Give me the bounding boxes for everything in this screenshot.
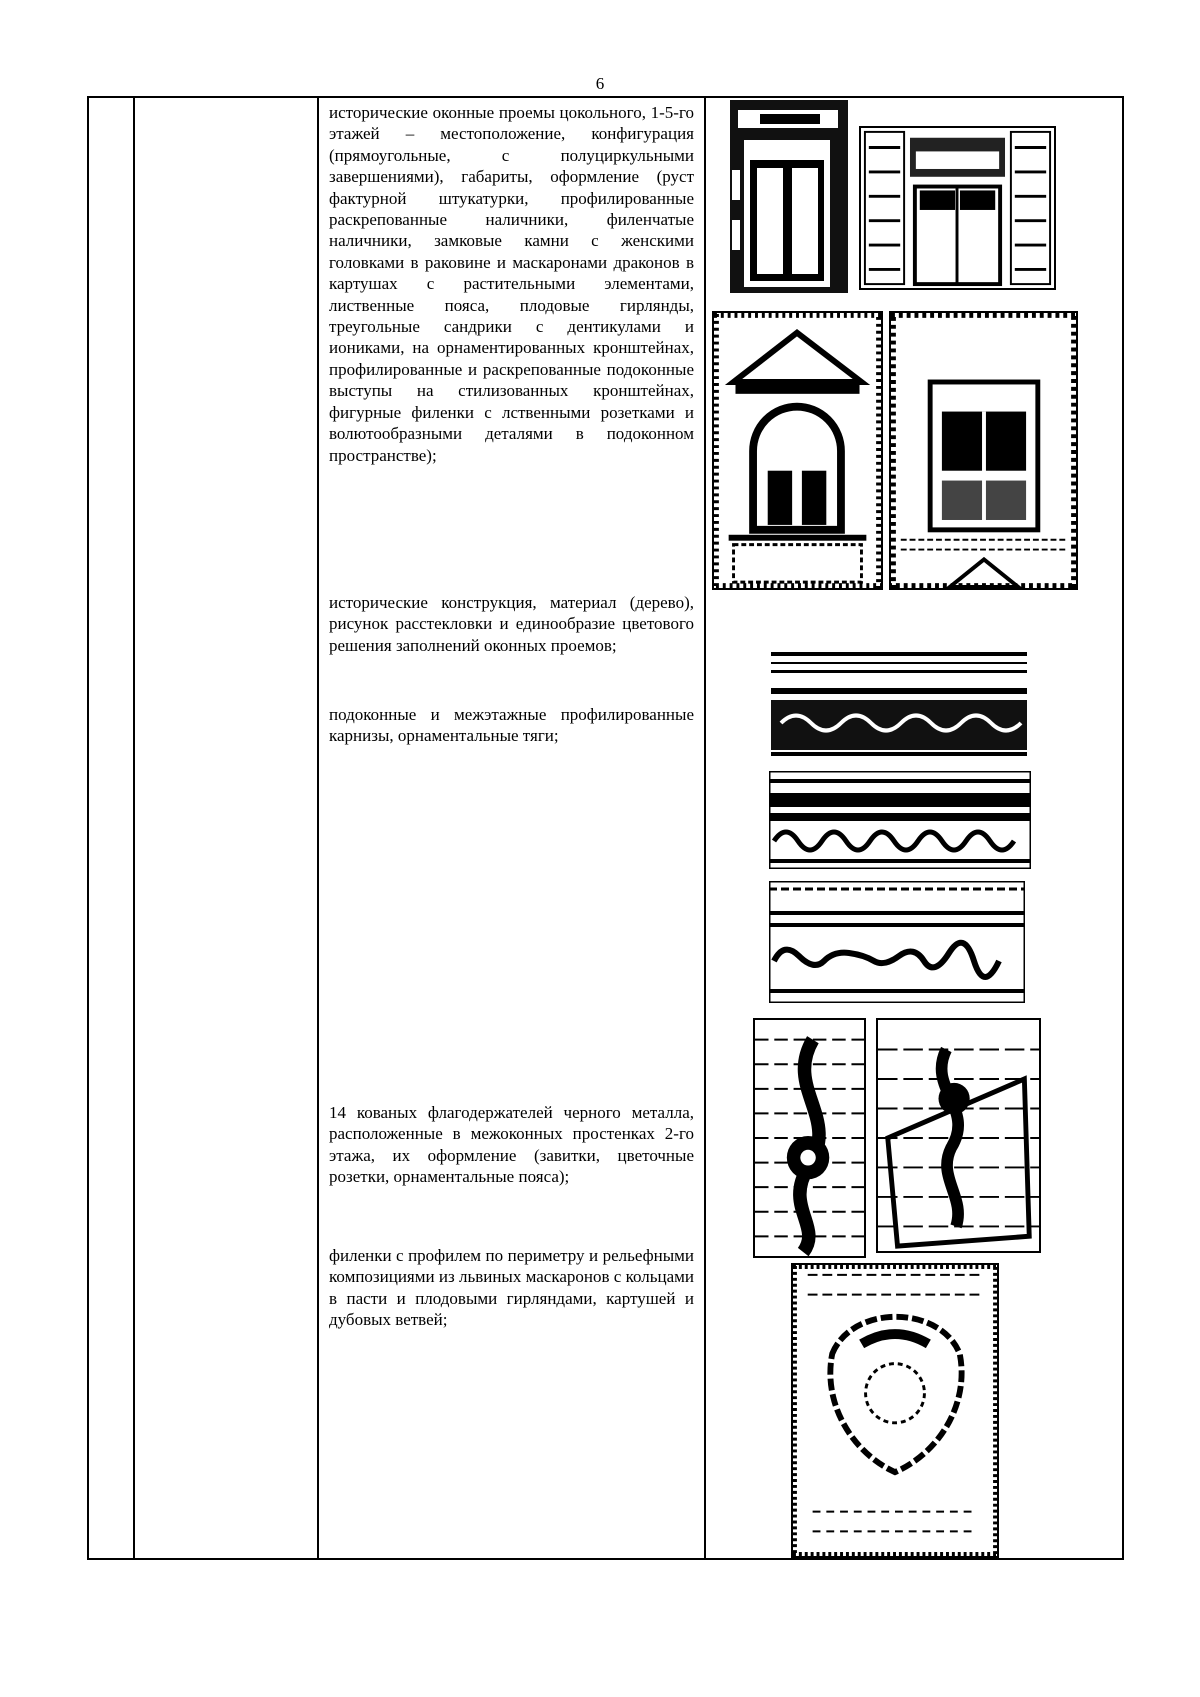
panels-text: филенки с профилем по периметру и рельефными композициями из львиных маскаронов с кольцами в пасти и плодовыми гирляндами, картушей и дубовых ветвей;	[329, 1246, 694, 1330]
cornices-description	[329, 704, 694, 747]
window-facade-photo	[859, 126, 1056, 290]
panels-description	[329, 1245, 694, 1331]
heritage-table	[87, 96, 1124, 1560]
cornice-photo-3	[769, 881, 1025, 1003]
flag-holder-photo-1	[753, 1018, 866, 1258]
windows-text: исторические оконные проемы цокольного, 1-5-го этажей – местоположение, конфигурация (прямоугольные, с полуциркульными завершениями), габариты, оформление (руст фактурной штукатурки, профилированные раскрепованные наличники, филенчатые наличники, замковые камни с женскими головками в раковине и маскаронами драконов в картушах с растительными элементами, лиственные пояса, плодовые гирлянды, треугольные сандрики с дентикулами и иониками, на орнаментированных кронштейнах, профилированные и раскрепованные подоконные выступы на стилизованных кронштейнах, фигурные филенки с лственными розетками и волютообразными деталями в подоконном пространстве);	[329, 103, 694, 465]
flag-holders-text: 14 кованых флагодержателей черного металла, расположенные в межоконных простенках 2-го этажа, их оформление (завитки, цветочные розетки, орнаментальные пояса);	[329, 1103, 694, 1187]
arched-window-photo	[712, 311, 883, 590]
rectangular-window-photo	[889, 311, 1078, 590]
cornices-text: подоконные и межэтажные профилированные карнизы, орнаментальные тяги;	[329, 705, 694, 746]
cornice-photo-2	[769, 771, 1031, 869]
column-divider	[133, 98, 135, 1558]
column-divider	[704, 98, 706, 1558]
window-fillings-text: исторические конструкция, материал (дерево), рисунок расстекловки и единообразие цветового решения заполнений оконных проемов;	[329, 593, 694, 655]
window-frame-photo	[730, 100, 848, 293]
column-divider	[317, 98, 319, 1558]
windows-description	[329, 102, 694, 466]
flag-holder-photo-2	[876, 1018, 1041, 1253]
window-fillings-description	[329, 592, 694, 656]
page-number: 6	[595, 74, 605, 93]
lion-panel-photo	[791, 1263, 999, 1558]
flag-holders-description	[329, 1102, 694, 1188]
cornice-photo-1	[771, 648, 1027, 760]
